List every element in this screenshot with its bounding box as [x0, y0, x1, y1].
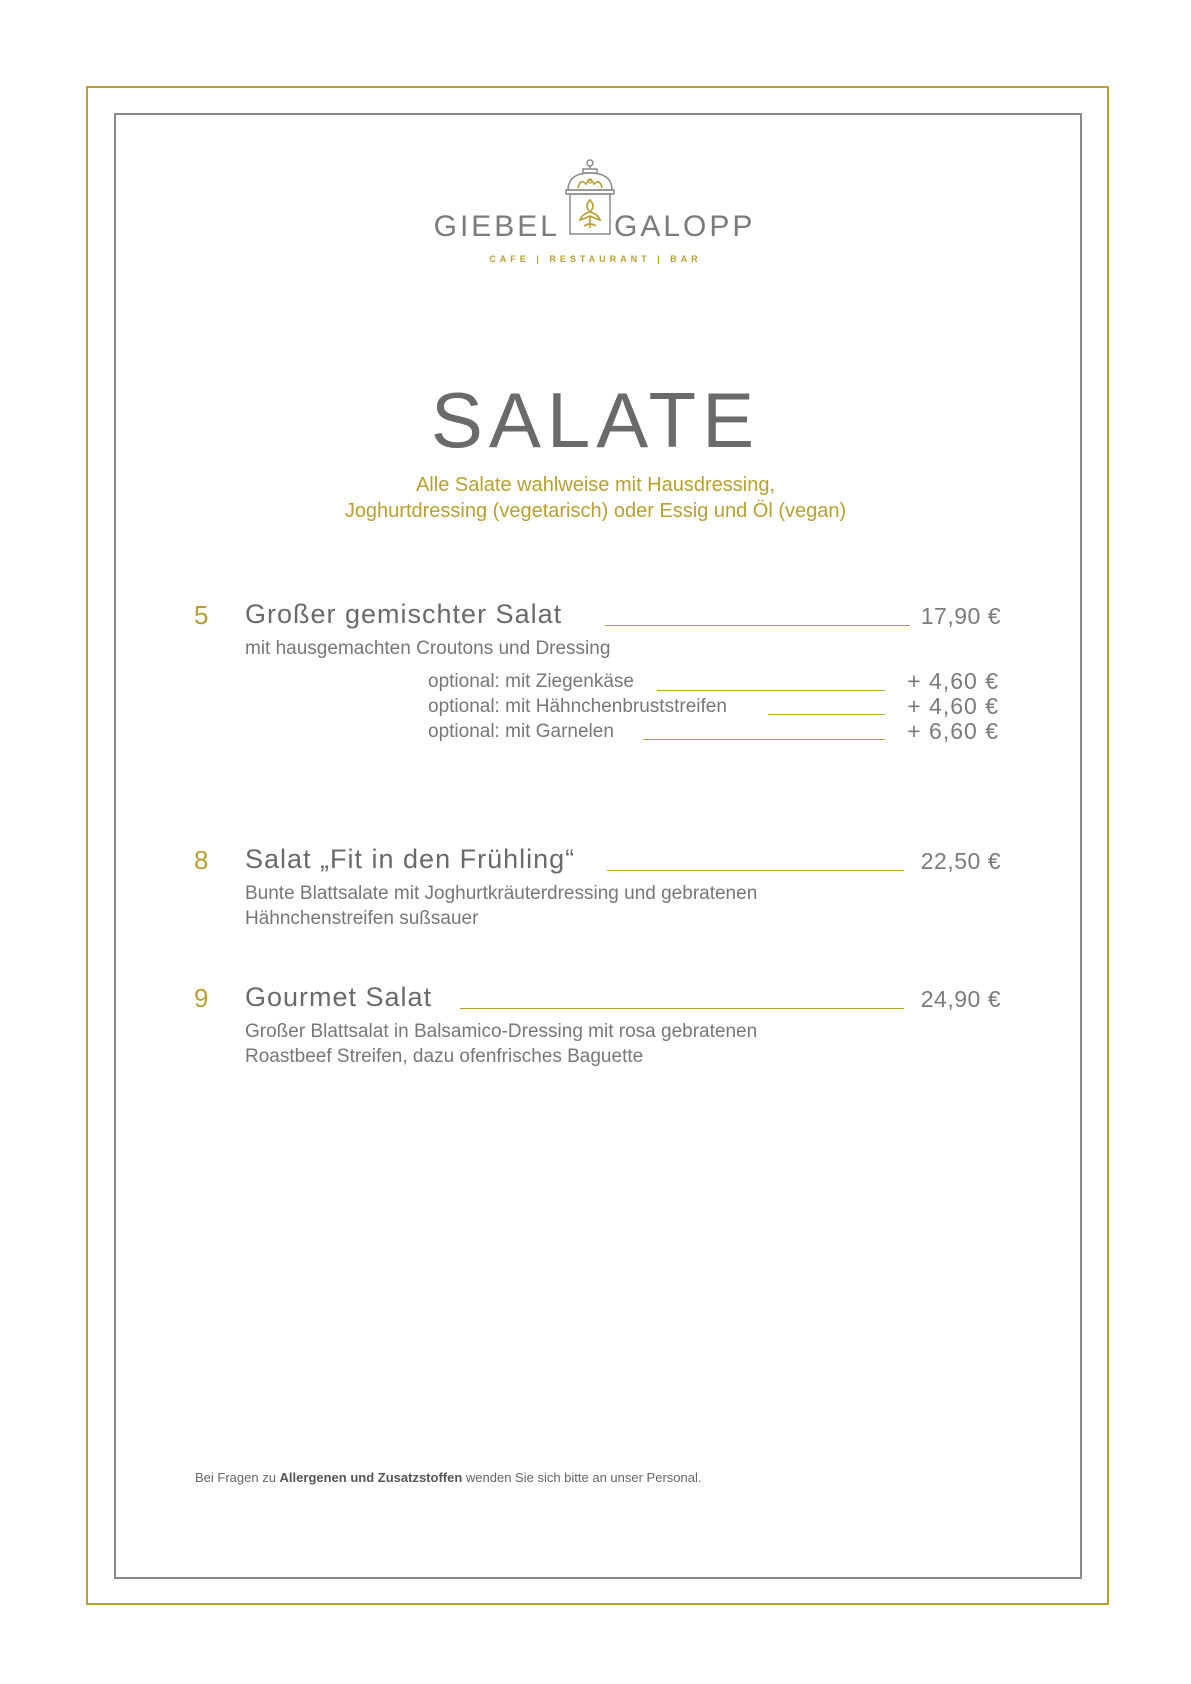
option-leader-line [643, 739, 885, 740]
item-description-line-1: Bunte Blattsalate mit Joghurtkräuterdressing und gebratenen [245, 883, 758, 904]
option-price: + 4,60 € [907, 668, 999, 694]
allergen-notice [195, 1470, 701, 1485]
brand-tagline: CAFE | RESTAURANT | BAR [489, 254, 702, 264]
price-leader-line [460, 1008, 904, 1009]
option-leader-line [657, 690, 885, 691]
item-name: Gourmet Salat [245, 982, 433, 1012]
item-description-line-2: Roastbeef Streifen, dazu ofenfrisches Baguette [245, 1046, 644, 1067]
page-title: SALATE [430, 376, 761, 464]
item-price: 24,90 € [920, 986, 1001, 1012]
item-description-line-1: Großer Blattsalat in Balsamico-Dressing mit rosa gebratenen [245, 1021, 758, 1042]
option-price: + 6,60 € [907, 718, 999, 744]
item-number: 9 [194, 983, 209, 1013]
subtitle-line-2: Joghurtdressing (vegetarisch) oder Essig und Öl (vegan) [344, 500, 847, 522]
item-number: 8 [194, 845, 209, 875]
price-leader-line [607, 870, 904, 871]
option-price: + 4,60 € [907, 693, 999, 719]
item-name: Salat „Fit in den Frühling“ [245, 844, 576, 874]
item-name: Großer gemischter Salat [245, 599, 563, 629]
brand-name-right: GALOPP [614, 210, 756, 243]
footer-suffix: wenden Sie sich bitte an unser Personal. [462, 1470, 702, 1485]
item-description: mit hausgemachten Croutons und Dressing [245, 638, 611, 659]
option-leader-line [768, 714, 885, 715]
brand-name-left: GIEBEL [433, 210, 560, 243]
brand-logo [0, 158, 1191, 268]
option-label: optional: mit Garnelen [428, 721, 614, 742]
option-label: optional: mit Ziegenkäse [428, 671, 634, 692]
house-crest-icon [562, 158, 618, 236]
item-price: 17,90 € [920, 603, 1001, 629]
item-description-line-2: Hähnchenstreifen sußsauer [245, 908, 479, 929]
subtitle-line-1: Alle Salate wahlweise mit Hausdressing, [415, 474, 776, 496]
footer-prefix: Bei Fragen zu [195, 1470, 280, 1485]
option-label: optional: mit Hähnchenbruststreifen [428, 696, 727, 717]
price-leader-line [605, 625, 910, 626]
item-number: 5 [194, 600, 209, 630]
item-price: 22,50 € [920, 848, 1001, 874]
footer-bold: Allergenen und Zusatzstoffen [279, 1470, 463, 1485]
